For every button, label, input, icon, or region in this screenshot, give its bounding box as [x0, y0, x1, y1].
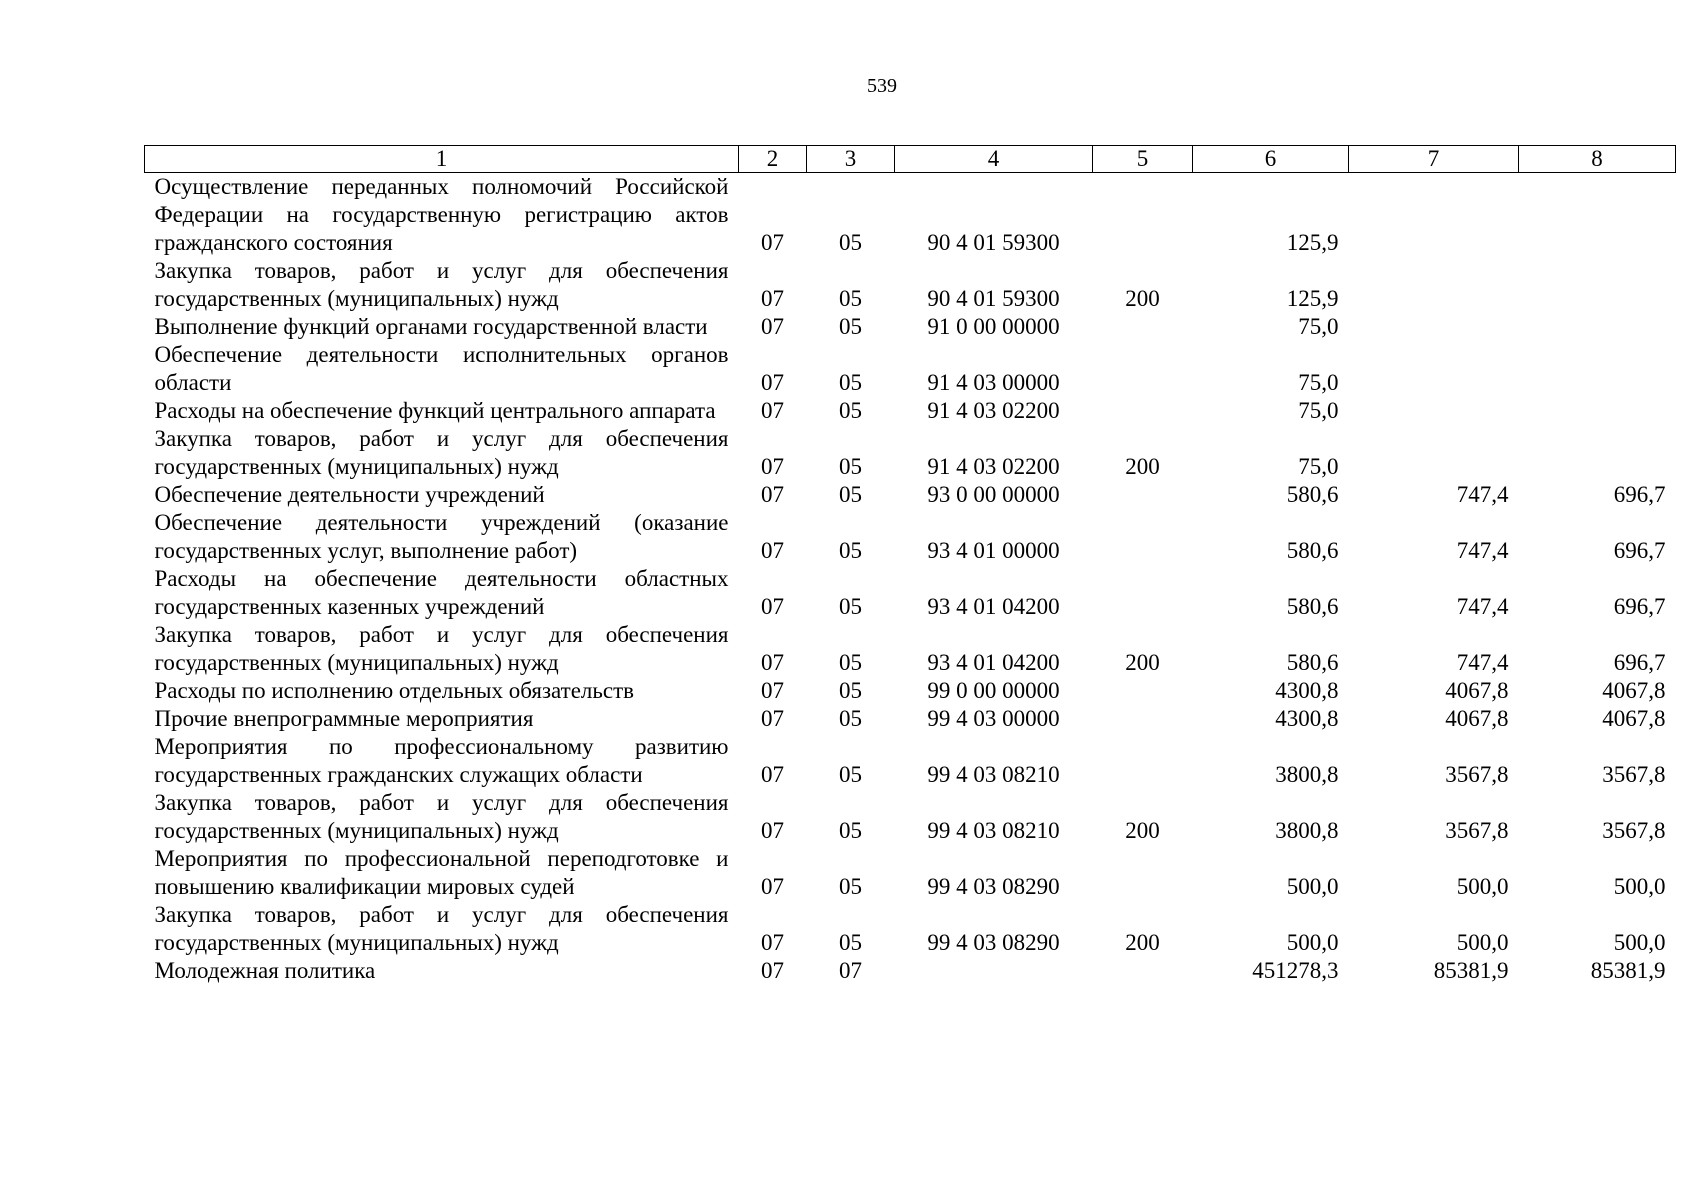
target-article-code: 91 4 03 02200 [927, 454, 1060, 479]
row-name: Закупка товаров, работ и услуг для обеспечения государственных (муниципальных) нужд [154, 902, 729, 955]
expense-type-code: 200 [1125, 286, 1160, 311]
amount-col-7: 4067,8 [1445, 678, 1509, 703]
target-article-code: 99 4 03 08210 [927, 762, 1060, 787]
amount-col-6: 125,9 [1286, 230, 1339, 255]
subsection-code: 05 [839, 538, 862, 563]
row-name: Молодежная политика [154, 958, 376, 983]
table-row [145, 509, 1676, 565]
target-article-code: 90 4 01 59300 [927, 286, 1060, 311]
amount-col-7: 500,0 [1456, 874, 1509, 899]
amount-col-7 [1349, 173, 1519, 258]
row-name: Выполнение функций органами государственной власти [154, 314, 708, 339]
target-article-code [895, 957, 1093, 985]
section-code: 07 [761, 762, 784, 787]
header-row [145, 146, 1676, 173]
subsection-code: 05 [839, 874, 862, 899]
section-code: 07 [761, 398, 784, 423]
section-code: 07 [761, 874, 784, 899]
amount-col-7: 85381,9 [1433, 958, 1509, 983]
target-article-code: 99 4 03 08290 [927, 930, 1060, 955]
subsection-code: 05 [839, 398, 862, 423]
target-article-code: 93 4 01 04200 [927, 594, 1060, 619]
amount-col-7 [1349, 313, 1519, 341]
section-code: 07 [761, 958, 784, 983]
row-name: Осуществление переданных полномочий Российской Федерации на государственную регистрацию актов гражданского состояния [154, 174, 729, 255]
target-article-code: 90 4 01 59300 [927, 230, 1060, 255]
amount-col-6: 451278,3 [1252, 958, 1339, 983]
table-row [145, 341, 1676, 397]
amount-col-7 [1349, 397, 1519, 425]
target-article-code: 91 4 03 02200 [927, 398, 1060, 423]
table-row [145, 621, 1676, 677]
subsection-code: 05 [839, 482, 862, 507]
subsection-code: 05 [839, 650, 862, 675]
amount-col-6: 580,6 [1286, 482, 1339, 507]
section-code: 07 [761, 286, 784, 311]
amount-col-8: 3567,8 [1602, 762, 1666, 787]
amount-col-8 [1519, 341, 1676, 397]
table-row [145, 733, 1676, 789]
subsection-code: 05 [839, 286, 862, 311]
section-code: 07 [761, 230, 784, 255]
amount-col-6: 3800,8 [1275, 762, 1339, 787]
subsection-code: 05 [839, 230, 862, 255]
row-name: Мероприятия по профессиональному развитию государственных гражданских служащих области [154, 734, 729, 787]
amount-col-7: 747,4 [1456, 482, 1509, 507]
amount-col-6: 500,0 [1286, 930, 1339, 955]
expense-type-code [1093, 845, 1193, 901]
amount-col-8: 696,7 [1613, 538, 1666, 563]
subsection-code: 05 [839, 594, 862, 619]
section-code: 07 [761, 594, 784, 619]
target-article-code: 91 0 00 00000 [927, 314, 1060, 339]
target-article-code: 93 4 01 00000 [927, 538, 1060, 563]
table-row [145, 257, 1676, 313]
table-row [145, 173, 1676, 258]
row-name: Мероприятия по профессиональной переподготовке и повышению квалификации мировых судей [154, 846, 729, 899]
row-name: Расходы по исполнению отдельных обязательств [154, 678, 634, 703]
table-row [145, 425, 1676, 481]
table-row [145, 901, 1676, 957]
amount-col-8 [1519, 313, 1676, 341]
table-row [145, 677, 1676, 705]
table-row [145, 565, 1676, 621]
column-header: 7 [1349, 146, 1519, 173]
target-article-code: 99 0 00 00000 [927, 678, 1060, 703]
expense-type-code [1093, 481, 1193, 509]
expense-type-code: 200 [1125, 650, 1160, 675]
amount-col-8: 696,7 [1613, 594, 1666, 619]
section-code: 07 [761, 538, 784, 563]
section-code: 07 [761, 314, 784, 339]
amount-col-8 [1519, 257, 1676, 313]
expense-type-code [1093, 705, 1193, 733]
subsection-code: 07 [839, 958, 862, 983]
amount-col-8 [1519, 173, 1676, 258]
table-row [145, 845, 1676, 901]
subsection-code: 05 [839, 454, 862, 479]
subsection-code: 05 [839, 818, 862, 843]
column-header: 6 [1193, 146, 1349, 173]
section-code: 07 [761, 706, 784, 731]
section-code: 07 [761, 930, 784, 955]
subsection-code: 05 [839, 678, 862, 703]
row-name: Закупка товаров, работ и услуг для обеспечения государственных (муниципальных) нужд [154, 790, 729, 843]
table-row [145, 313, 1676, 341]
column-header: 4 [895, 146, 1093, 173]
target-article-code: 99 4 03 08290 [927, 874, 1060, 899]
amount-col-8: 4067,8 [1602, 706, 1666, 731]
row-name: Обеспечение деятельности учреждений (оказание государственных услуг, выполнение работ) [154, 510, 729, 563]
amount-col-6: 75,0 [1298, 398, 1339, 423]
amount-col-7: 500,0 [1456, 930, 1509, 955]
target-article-code: 99 4 03 00000 [927, 706, 1060, 731]
table-row [145, 789, 1676, 845]
subsection-code: 05 [839, 314, 862, 339]
expense-type-code [1093, 509, 1193, 565]
amount-col-8: 500,0 [1613, 930, 1666, 955]
page-number: 539 [867, 75, 897, 97]
expense-type-code [1093, 565, 1193, 621]
table-row [145, 481, 1676, 509]
column-header: 1 [145, 146, 739, 173]
amount-col-6: 4300,8 [1275, 678, 1339, 703]
amount-col-6: 75,0 [1298, 314, 1339, 339]
subsection-code: 05 [839, 370, 862, 395]
amount-col-7 [1349, 341, 1519, 397]
expense-type-code: 200 [1125, 930, 1160, 955]
expense-type-code: 200 [1125, 454, 1160, 479]
expense-type-code [1093, 677, 1193, 705]
subsection-code: 05 [839, 762, 862, 787]
amount-col-8: 85381,9 [1590, 958, 1666, 983]
amount-col-6: 4300,8 [1275, 706, 1339, 731]
row-name: Закупка товаров, работ и услуг для обеспечения государственных (муниципальных) нужд [154, 426, 729, 479]
amount-col-6: 75,0 [1298, 454, 1339, 479]
amount-col-8: 696,7 [1613, 650, 1666, 675]
amount-col-6: 580,6 [1286, 594, 1339, 619]
column-header: 8 [1519, 146, 1676, 173]
amount-col-7: 747,4 [1456, 538, 1509, 563]
amount-col-6: 500,0 [1286, 874, 1339, 899]
section-code: 07 [761, 650, 784, 675]
row-name: Обеспечение деятельности учреждений [154, 482, 545, 507]
section-code: 07 [761, 678, 784, 703]
subsection-code: 05 [839, 930, 862, 955]
target-article-code: 93 4 01 04200 [927, 650, 1060, 675]
amount-col-6: 3800,8 [1275, 818, 1339, 843]
expense-type-code [1093, 957, 1193, 985]
target-article-code: 99 4 03 08210 [927, 818, 1060, 843]
column-header: 5 [1093, 146, 1193, 173]
amount-col-8: 696,7 [1613, 482, 1666, 507]
expense-type-code [1093, 397, 1193, 425]
expense-type-code [1093, 173, 1193, 258]
row-name: Расходы на обеспечение деятельности областных государственных казенных учреждений [154, 566, 729, 619]
column-header: 3 [807, 146, 895, 173]
section-code: 07 [761, 818, 784, 843]
table-row [145, 957, 1676, 985]
expense-type-code [1093, 733, 1193, 789]
table-row [145, 705, 1676, 733]
row-name: Прочие внепрограммные мероприятия [154, 706, 534, 731]
amount-col-8: 3567,8 [1602, 818, 1666, 843]
amount-col-7 [1349, 425, 1519, 481]
section-code: 07 [761, 482, 784, 507]
amount-col-7: 747,4 [1456, 650, 1509, 675]
amount-col-6: 75,0 [1298, 370, 1339, 395]
amount-col-8 [1519, 397, 1676, 425]
row-name: Закупка товаров, работ и услуг для обеспечения государственных (муниципальных) нужд [154, 622, 729, 675]
target-article-code: 93 0 00 00000 [927, 482, 1060, 507]
budget-table [144, 145, 1676, 985]
amount-col-7: 4067,8 [1445, 706, 1509, 731]
amount-col-6: 580,6 [1286, 650, 1339, 675]
row-name: Закупка товаров, работ и услуг для обеспечения государственных (муниципальных) нужд [154, 258, 729, 311]
amount-col-7: 747,4 [1456, 594, 1509, 619]
subsection-code: 05 [839, 706, 862, 731]
section-code: 07 [761, 370, 784, 395]
column-header: 2 [739, 146, 807, 173]
expense-type-code: 200 [1125, 818, 1160, 843]
amount-col-8 [1519, 425, 1676, 481]
table-row [145, 397, 1676, 425]
target-article-code: 91 4 03 00000 [927, 370, 1060, 395]
amount-col-7: 3567,8 [1445, 762, 1509, 787]
row-name: Расходы на обеспечение функций центрального аппарата [154, 398, 716, 423]
amount-col-8: 500,0 [1613, 874, 1666, 899]
row-name: Обеспечение деятельности исполнительных органов области [154, 342, 729, 395]
section-code: 07 [761, 454, 784, 479]
amount-col-7: 3567,8 [1445, 818, 1509, 843]
expense-type-code [1093, 313, 1193, 341]
amount-col-8: 4067,8 [1602, 678, 1666, 703]
expense-type-code [1093, 341, 1193, 397]
amount-col-6: 580,6 [1286, 538, 1339, 563]
amount-col-7 [1349, 257, 1519, 313]
amount-col-6: 125,9 [1286, 286, 1339, 311]
